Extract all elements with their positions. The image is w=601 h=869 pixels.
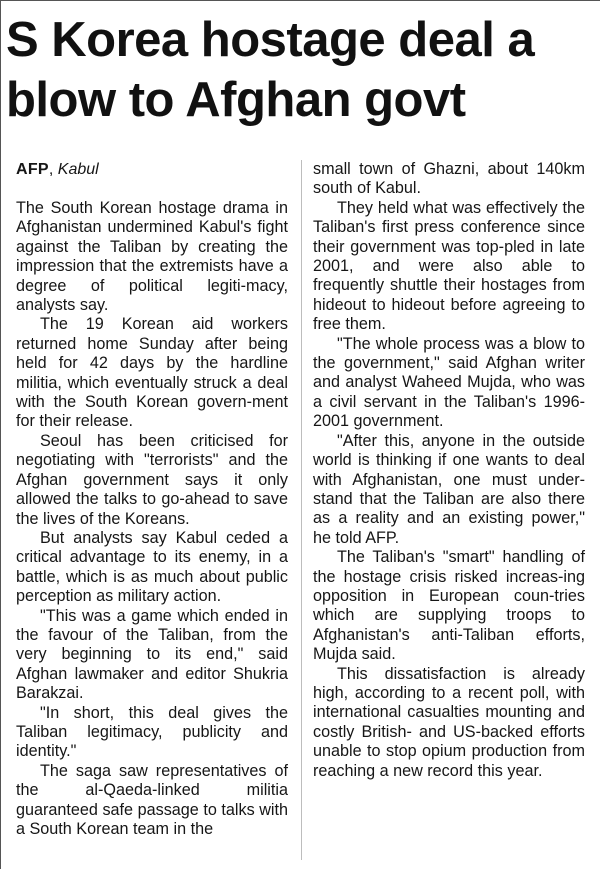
paragraph: But analysts say Kabul ceded a critical advantage to its enemy, in a battle, which is as much about public perception as military action. [16, 528, 288, 606]
paragraph: "After this, anyone in the outside world is thinking if one wants to deal with Afghanistan, one must under-stand that the Taliban are also there as a reality and an existing power," he told AFP. [313, 431, 585, 547]
paragraph: small town of Ghazni, about 140km south of Kabul. [313, 160, 585, 198]
paragraph: "In short, this deal gives the Taliban legitimacy, publicity and identity." [16, 703, 288, 761]
right-column [313, 160, 585, 781]
paragraph: "This was a game which ended in the favour of the Taliban, from the very beginning to its end," said Afghan lawmaker and editor Shukria Barakzai. [16, 606, 288, 703]
column-divider [301, 160, 302, 860]
byline: AFP, Kabul [16, 161, 99, 178]
left-column [16, 160, 288, 839]
paragraph: This dissatisfaction is already high, according to a recent poll, with international casualties mounting and costly British- and US-backed efforts unable to stop opium production from reaching a new record this year. [313, 664, 585, 780]
byline-place: Kabul [57, 161, 99, 178]
paragraph: The saga saw representatives of the al-Qaeda-linked militia guaranteed safe passage to talks with a South Korean team in the [16, 761, 288, 838]
paragraph: The South Korean hostage drama in Afghanistan undermined Kabul's fight against the Taliban by creating the impression that the extremists have a degree of political legiti-macy, analysts say. [16, 199, 288, 315]
paragraph: They held what was effectively the Taliban's first press conference since their government was top-pled in late 2001, and were also able to frequently shuttle their hostages from hideout to hideout before agreeing to free them. [313, 198, 585, 334]
paragraph: The Taliban's "smart" handling of the hostage crisis risked increas-ing opposition in European coun-tries which are supplying troops to Afghanistan's anti-Taliban efforts, Mujda said. [313, 548, 585, 664]
headline: S Korea hostage deal a blow to Afghan govt [6, 13, 535, 127]
paragraph: The 19 Korean aid workers returned home Sunday after being held for 42 days by the hardline militia, which eventually struck a deal with the South Korean govern-ment for their release. [16, 315, 288, 431]
byline-agency: AFP [16, 161, 49, 178]
paragraph: "The whole process was a blow to the government," said Afghan writer and analyst Waheed Mujda, who was a civil servant in the Taliban's 1996-2001 government. [313, 334, 585, 431]
paragraph: Seoul has been criticised for negotiating with "terrorists" and the Afghan government says it only allowed the talks to go-ahead to save the lives of the Koreans. [16, 431, 288, 528]
